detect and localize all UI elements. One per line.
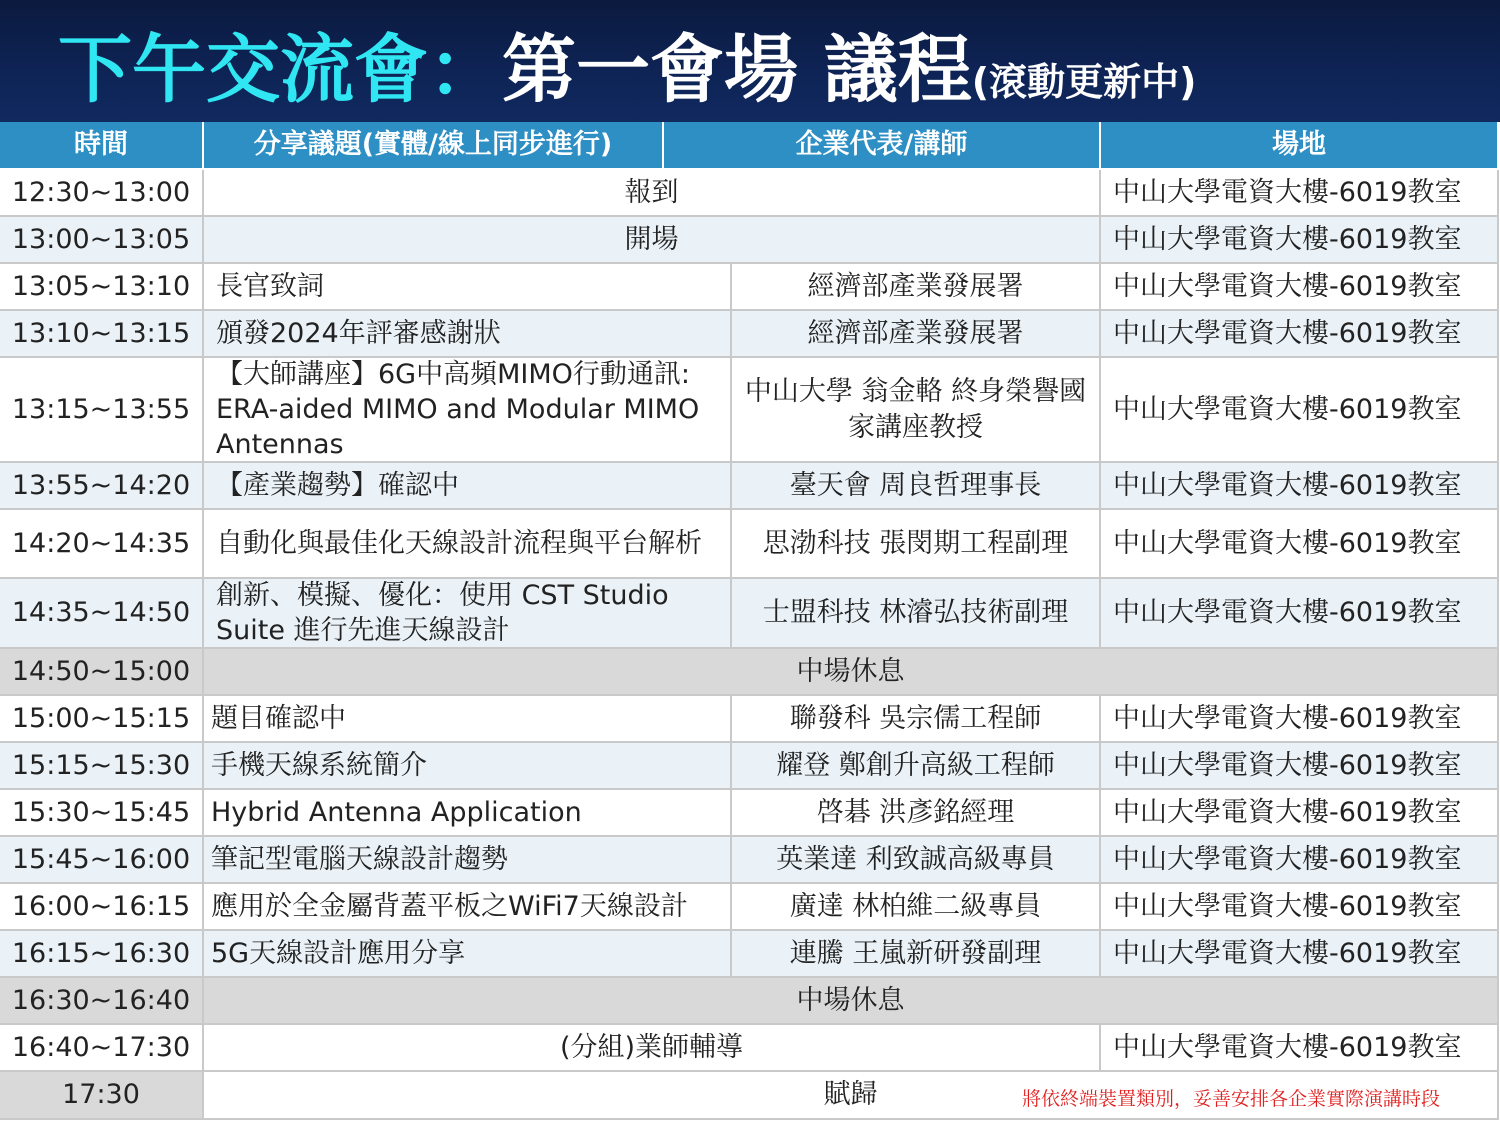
- time-cell: 16:40~17:30: [0, 1025, 204, 1072]
- title-part3: (滾動更新中): [971, 60, 1197, 104]
- time-cell: 16:15~16:30: [0, 931, 204, 978]
- topic-cell: Hybrid Antenna Application: [204, 790, 732, 837]
- merged-cell: 開場: [204, 217, 1101, 264]
- time-cell: 16:30~16:40: [0, 978, 204, 1025]
- time-cell: 12:30~13:00: [0, 170, 204, 217]
- time-cell: 14:50~15:00: [0, 649, 204, 696]
- time-cell: 13:10~13:15: [0, 311, 204, 358]
- speaker-cell: 思渤科技 張閔期工程副理: [732, 510, 1101, 579]
- topic-cell: 5G天線設計應用分享: [204, 931, 732, 978]
- topic-cell: 【大師講座】6G中高頻MIMO行動通訊: ERA-aided MIMO and Modular MIMO Antennas: [204, 358, 732, 463]
- venue-cell: 中山大學電資大樓-6019教室: [1101, 510, 1499, 579]
- speaker-cell: 英業達 利致誠高級專員: [732, 837, 1101, 884]
- topic-cell: 自動化與最佳化天線設計流程與平台解析: [204, 510, 732, 579]
- speaker-cell: 啓碁 洪彥銘經理: [732, 790, 1101, 837]
- speaker-cell: 經濟部產業發展署: [732, 264, 1101, 311]
- venue-cell: 中山大學電資大樓-6019教室: [1101, 170, 1499, 217]
- venue-cell: 中山大學電資大樓-6019教室: [1101, 579, 1499, 649]
- speaker-cell: 聯發科 吳宗儒工程師: [732, 696, 1101, 743]
- page-title: [58, 20, 1197, 120]
- topic-cell: 頒發2024年評審感謝狀: [204, 311, 732, 358]
- topic-cell: 題目確認中: [204, 696, 732, 743]
- topic-cell: 長官致詞: [204, 264, 732, 311]
- topic-cell: 應用於全金屬背蓋平板之WiFi7天線設計: [204, 884, 732, 931]
- time-cell: 15:45~16:00: [0, 837, 204, 884]
- venue-cell: 中山大學電資大樓-6019教室: [1101, 463, 1499, 510]
- venue-cell: 中山大學電資大樓-6019教室: [1101, 743, 1499, 790]
- time-cell: 17:30: [0, 1072, 204, 1120]
- break-cell: 中場休息: [204, 649, 1499, 696]
- venue-cell: 中山大學電資大樓-6019教室: [1101, 931, 1499, 978]
- merged-cell: (分組)業師輔導: [204, 1025, 1101, 1072]
- footnote: 將依終端裝置類別，妥善安排各企業實際演講時段: [1022, 1088, 1441, 1110]
- speaker-cell: 臺天會 周良哲理事長: [732, 463, 1101, 510]
- title-banner: [0, 0, 1500, 122]
- topic-cell: 【產業趨勢】確認中: [204, 463, 732, 510]
- speaker-cell: 連騰 王嵐新研發副理: [732, 931, 1101, 978]
- topic-cell: 創新、模擬、優化：使用 CST Studio Suite 進行先進天線設計: [204, 579, 732, 649]
- break-cell: 中場休息: [204, 978, 1499, 1025]
- column-header: 分享議題(實體/線上同步進行): [204, 122, 664, 170]
- venue-cell: 中山大學電資大樓-6019教室: [1101, 1025, 1499, 1072]
- speaker-cell: 耀登 鄭創升高級工程師: [732, 743, 1101, 790]
- time-cell: 13:00~13:05: [0, 217, 204, 264]
- time-cell: 15:15~15:30: [0, 743, 204, 790]
- topic-cell: 筆記型電腦天線設計趨勢: [204, 837, 732, 884]
- venue-cell: 中山大學電資大樓-6019教室: [1101, 358, 1499, 463]
- venue-cell: 中山大學電資大樓-6019教室: [1101, 264, 1499, 311]
- venue-cell: 中山大學電資大樓-6019教室: [1101, 217, 1499, 264]
- venue-cell: 中山大學電資大樓-6019教室: [1101, 837, 1499, 884]
- time-cell: 13:15~13:55: [0, 358, 204, 463]
- venue-cell: 中山大學電資大樓-6019教室: [1101, 311, 1499, 358]
- column-header: 企業代表/講師: [664, 122, 1101, 170]
- speaker-cell: 經濟部產業發展署: [732, 311, 1101, 358]
- time-cell: 16:00~16:15: [0, 884, 204, 931]
- venue-cell: 中山大學電資大樓-6019教室: [1101, 884, 1499, 931]
- merged-cell: 報到: [204, 170, 1101, 217]
- speaker-cell: 士盟科技 林濬弘技術副理: [732, 579, 1101, 649]
- time-cell: 13:55~14:20: [0, 463, 204, 510]
- time-cell: 14:20~14:35: [0, 510, 204, 579]
- time-cell: 13:05~13:10: [0, 264, 204, 311]
- title-part1: 下午交流會：: [58, 27, 502, 113]
- title-part2: 第一會場 議程: [502, 27, 972, 113]
- speaker-cell: 中山大學 翁金輅 終身榮譽國家講座教授: [732, 358, 1101, 463]
- speaker-cell: 廣達 林柏維二級專員: [732, 884, 1101, 931]
- column-header: 時間: [0, 122, 204, 170]
- time-cell: 15:30~15:45: [0, 790, 204, 837]
- topic-cell: 手機天線系統簡介: [204, 743, 732, 790]
- time-cell: 15:00~15:15: [0, 696, 204, 743]
- column-header: 場地: [1101, 122, 1499, 170]
- venue-cell: 中山大學電資大樓-6019教室: [1101, 696, 1499, 743]
- time-cell: 14:35~14:50: [0, 579, 204, 649]
- merged-cell: 賦歸: [204, 1072, 1499, 1120]
- venue-cell: 中山大學電資大樓-6019教室: [1101, 790, 1499, 837]
